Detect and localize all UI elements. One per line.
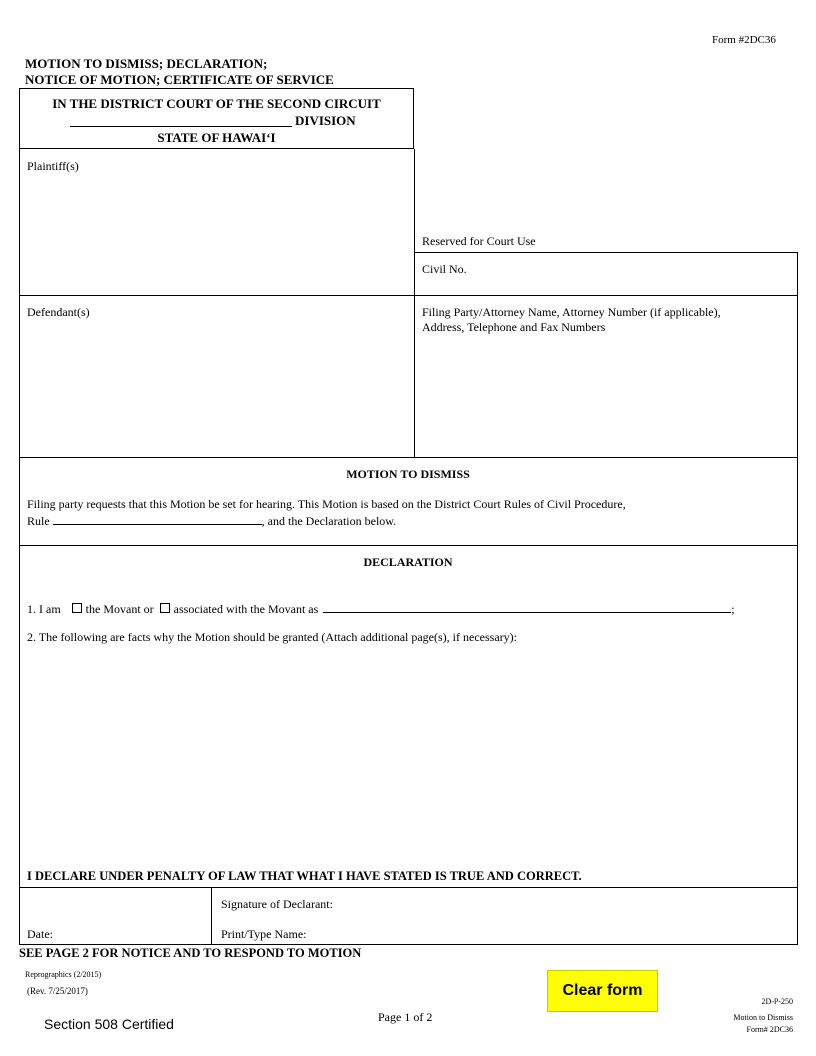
form-bottom-line [19, 944, 797, 945]
item1-end: ; [731, 602, 735, 616]
movant-option-label: the Movant or [85, 602, 154, 616]
item1-prefix: 1. I am [27, 602, 61, 616]
signature-divider [211, 887, 212, 945]
form-title-line1: MOTION TO DISMISS; DECLARATION; [25, 56, 268, 71]
parties-divider [19, 295, 797, 296]
revision-label: (Rev. 7/25/2017) [27, 986, 88, 996]
motion-heading: MOTION TO DISMISS [346, 467, 470, 481]
civil-no-label: Civil No. [422, 262, 467, 276]
motion-top-line [19, 457, 797, 458]
center-divider [414, 149, 415, 457]
division-label: DIVISION [295, 113, 356, 128]
plaintiff-label: Plaintiff(s) [27, 159, 79, 173]
declaration-top-line [19, 545, 797, 546]
form-title-line2: NOTICE OF MOTION; CERTIFICATE OF SERVICE [25, 72, 334, 87]
clear-form-button[interactable]: Clear form [547, 970, 658, 1012]
state-label: STATE OF HAWAI‘I [157, 130, 276, 145]
rule-label: Rule [27, 514, 50, 528]
reprographics-label: Reprographics (2/2015) [25, 970, 102, 979]
section-508-label: Section 508 Certified [44, 1016, 174, 1032]
signature-top-line [19, 887, 797, 888]
signature-label: Signature of Declarant: [221, 897, 333, 911]
movant-checkbox[interactable] [72, 603, 82, 613]
filing-party-line2: Address, Telephone and Fax Numbers [422, 320, 606, 334]
penalty-statement: I DECLARE UNDER PENALTY OF LAW THAT WHAT I HAVE STATED IS TRUE AND CORRECT. [27, 869, 582, 883]
date-label: Date: [27, 927, 53, 941]
print-name-label: Print/Type Name: [221, 927, 307, 941]
motion-rule-line [27, 512, 396, 529]
form-code: Form# 2DC36 [746, 1025, 793, 1034]
defendant-label: Defendant(s) [27, 305, 90, 319]
associated-checkbox[interactable] [160, 603, 170, 613]
associated-role-blank [323, 600, 731, 613]
form-code-number: 2D-P-250 [761, 997, 793, 1006]
associated-option-label: associated with the Movant as [173, 602, 319, 616]
left-border [19, 149, 20, 945]
motion-text: Filing party requests that this Motion be set for hearing. This Motion is based on the District Court Rules of Civil Procedure, [27, 497, 626, 511]
civil-no-top-line [414, 252, 797, 253]
declaration-item2: 2. The following are facts why the Motion should be granted (Attach additional page(s), if necessary): [27, 630, 517, 644]
form-number: Form #2DC36 [712, 34, 776, 46]
page-number: Page 1 of 2 [378, 1010, 433, 1024]
right-border [797, 252, 798, 945]
reserved-label: Reserved for Court Use [422, 234, 536, 248]
form-name: Motion to Dismiss [733, 1013, 793, 1022]
division-blank-line [70, 126, 292, 127]
court-name: IN THE DISTRICT COURT OF THE SECOND CIRCUIT [52, 96, 381, 111]
see-page-two-note: SEE PAGE 2 FOR NOTICE AND TO RESPOND TO MOTION [19, 946, 362, 960]
rule-blank [53, 512, 262, 525]
declaration-heading: DECLARATION [363, 555, 453, 569]
filing-party-line1: Filing Party/Attorney Name, Attorney Number (if applicable), [422, 305, 721, 319]
declaration-item1 [27, 600, 735, 617]
rule-suffix: , and the Declaration below. [261, 514, 397, 528]
